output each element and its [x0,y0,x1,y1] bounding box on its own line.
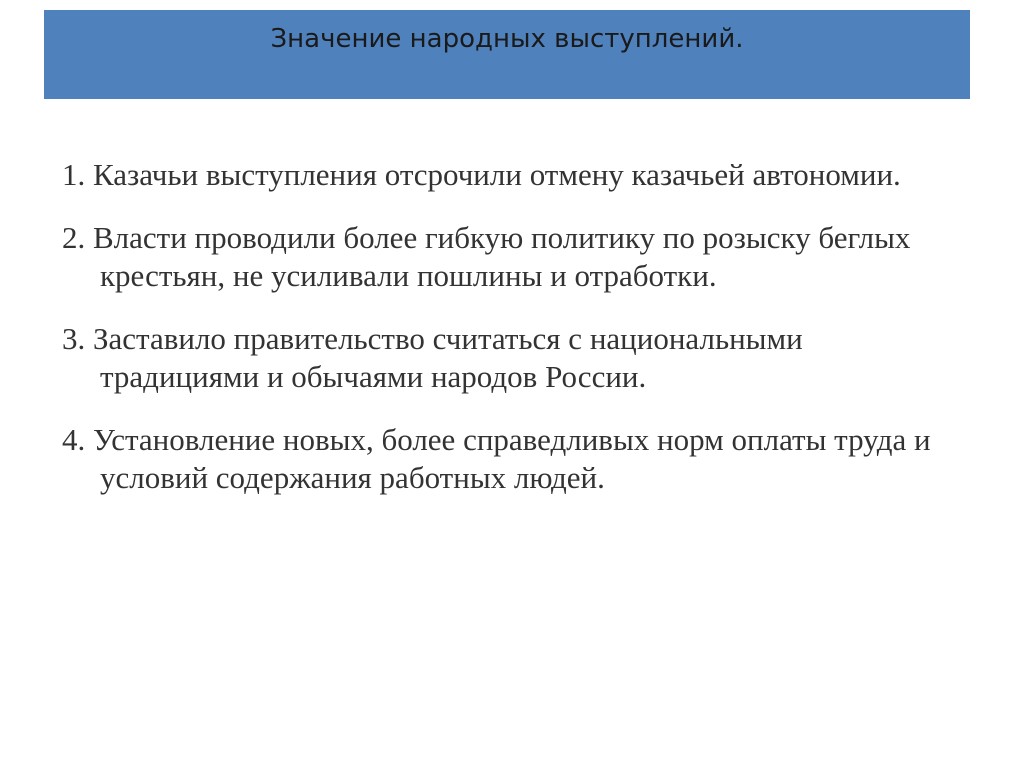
list-item: 4. Установление новых, более справедливых норм оплаты труда и условий содержания работных людей. [62,422,931,495]
list-item: 2. Власти проводили более гибкую политику по розыску беглых крестьян, не усиливали пошлины и отработки. [62,220,911,293]
list-item: 3. Заставило правительство считаться с национальными традициями и обычаями народов России. [62,321,803,394]
content-list [62,156,962,522]
slide-title: Значение народных выступлений. [270,24,744,54]
list-item: 1. Казачьи выступления отсрочили отмену казачьей автономии. [62,157,901,192]
title-bar [44,10,970,99]
